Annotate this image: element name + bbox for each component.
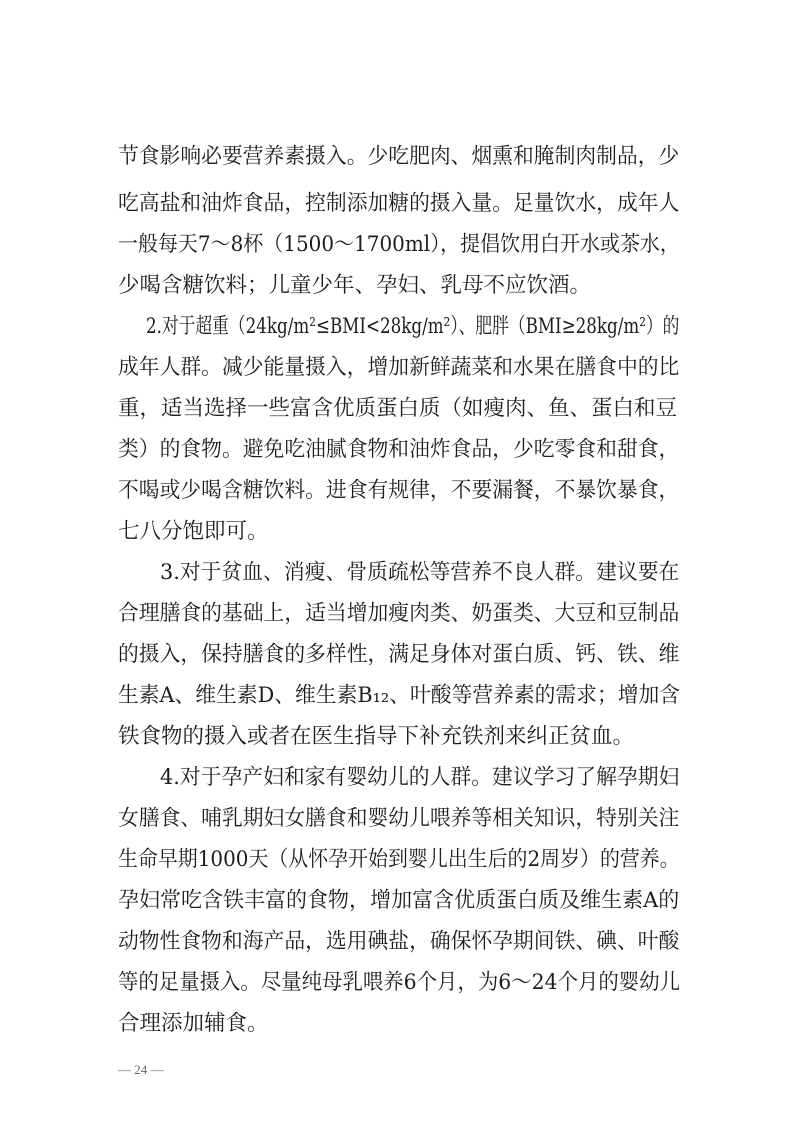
paragraph-4-first-line: 4.对于孕产妇和家有婴幼儿的人群。建议学习了解孕期妇 — [160, 765, 680, 790]
text-line: 女膳食、哺乳期妇女膳食和婴幼儿喂养等相关知识，特别关注 — [118, 806, 680, 831]
text-line: 类）的食物。避免吃油腻食物和油炸食品，少吃零食和甜食， — [118, 437, 680, 462]
text-line: 动物性食物和海产品，选用碘盐，确保怀孕期间铁、碘、叶酸 — [118, 929, 680, 954]
text-line: 的摄入，保持膳食的多样性，满足身体对蛋白质、钙、铁、维 — [118, 642, 680, 667]
text-line: 生素A、维生素D、维生素B₁₂、叶酸等营养素的需求；增加含 — [118, 683, 681, 708]
text-line: 少喝含糖饮料；儿童少年、孕妇、乳母不应饮酒。 — [118, 273, 592, 298]
text-line: 孕妇常吃含铁丰富的食物，增加富含优质蛋白质及维生素A的 — [118, 888, 680, 913]
text-line: 成年人群。减少能量摄入，增加新鲜蔬菜和水果在膳食中的比 — [118, 355, 680, 380]
page-number: — 24 — — [118, 1062, 164, 1077]
text-line: 合理膳食的基础上，适当增加瘦肉类、奶蛋类、大豆和豆制品 — [118, 601, 680, 626]
text-line: 等的足量摄入。尽量纯母乳喂养6个月，为6～24个月的婴幼儿 — [118, 970, 681, 995]
text-line: 一般每天7～8杯（1500～1700ml），提倡饮用白开水或茶水， — [118, 232, 680, 257]
paragraph-2-first-line: 2.对于超重（24kg/m²≤BMI<28kg/m²）、肥胖（BMI≥28kg/m²）的 — [146, 314, 680, 339]
text-line: 重，适当选择一些富含优质蛋白质（如瘦肉、鱼、蛋白和豆 — [118, 396, 678, 421]
text-line: 不喝或少喝含糖饮料。进食有规律，不要漏餐，不暴饮暴食， — [118, 478, 680, 503]
text-line: 吃高盐和油炸食品，控制添加糖的摄入量。足量饮水，成年人 — [118, 191, 680, 216]
text-line: 生命早期1000天（从怀孕开始到婴儿出生后的2周岁）的营养。 — [118, 847, 680, 872]
text-line: 铁食物的摄入或者在医生指导下补充铁剂来纠正贫血。 — [118, 724, 635, 749]
text-line: 七八分饱即可。 — [118, 519, 269, 544]
paragraph-3-first-line: 3.对于贫血、消瘦、骨质疏松等营养不良人群。建议要在 — [160, 560, 680, 585]
text-line: 合理添加辅食。 — [118, 1011, 269, 1036]
text-line: 节食影响必要营养素摄入。少吃肥肉、烟熏和腌制肉制品，少 — [118, 144, 680, 169]
